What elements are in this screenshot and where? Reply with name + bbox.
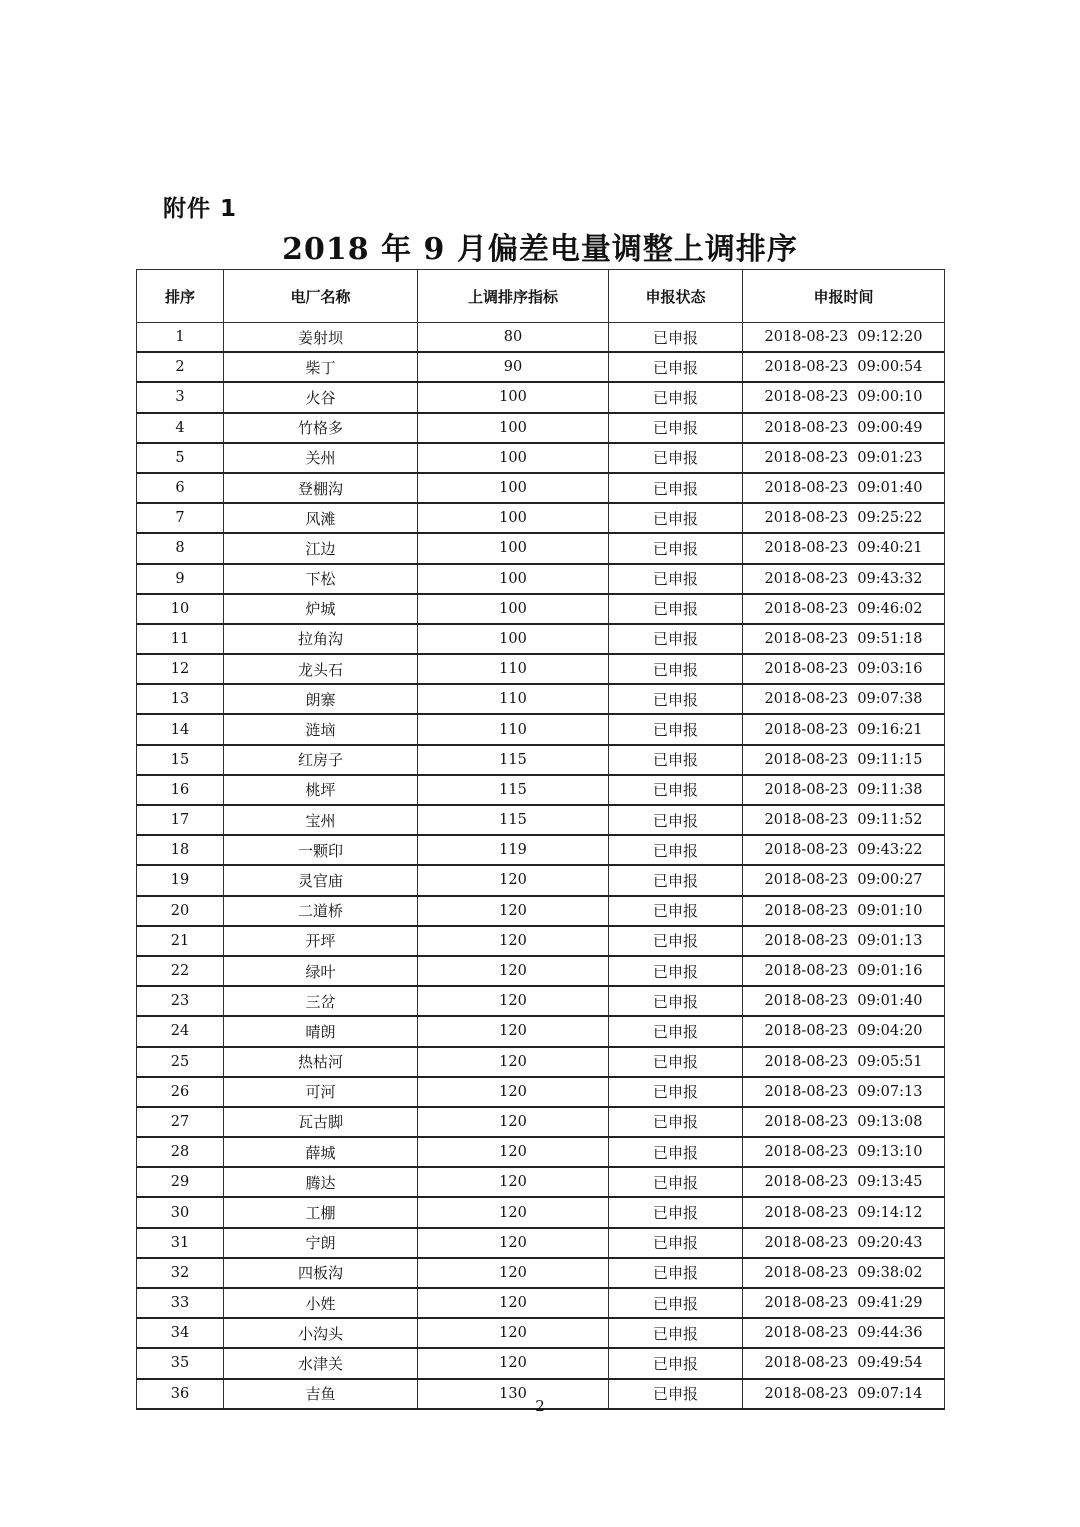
plant-name-cell: 灵官庙	[224, 865, 418, 895]
time-cell: 2018-08-23 09:49:54	[743, 1348, 945, 1378]
time-cell: 2018-08-23 09:11:15	[743, 745, 945, 775]
plant-name-cell: 朗寨	[224, 684, 418, 714]
status-cell: 已申报	[609, 684, 743, 714]
status-cell: 已申报	[609, 805, 743, 835]
plant-name-cell: 水津关	[224, 1348, 418, 1378]
time-cell: 2018-08-23 09:25:22	[743, 503, 945, 533]
time-cell: 2018-08-23 09:00:27	[743, 865, 945, 895]
status-cell: 已申报	[609, 382, 743, 412]
plant-name-cell: 四板沟	[224, 1258, 418, 1288]
time-cell: 2018-08-23 09:01:23	[743, 443, 945, 473]
index-cell: 80	[418, 323, 609, 353]
time-cell: 2018-08-23 09:12:20	[743, 323, 945, 353]
rank-cell: 7	[137, 503, 224, 533]
table-row	[137, 533, 945, 563]
time-cell: 2018-08-23 09:05:51	[743, 1047, 945, 1077]
status-cell: 已申报	[609, 896, 743, 926]
index-cell: 100	[418, 503, 609, 533]
table-row	[137, 684, 945, 714]
index-cell: 120	[418, 1228, 609, 1258]
plant-name-cell: 风滩	[224, 503, 418, 533]
rank-cell: 28	[137, 1137, 224, 1167]
status-cell: 已申报	[609, 624, 743, 654]
index-cell: 100	[418, 382, 609, 412]
time-cell: 2018-08-23 09:01:16	[743, 956, 945, 986]
status-cell: 已申报	[609, 956, 743, 986]
plant-name-cell: 可河	[224, 1077, 418, 1107]
index-cell: 120	[418, 896, 609, 926]
time-cell: 2018-08-23 09:00:10	[743, 382, 945, 412]
status-cell: 已申报	[609, 745, 743, 775]
index-cell: 120	[418, 1258, 609, 1288]
rank-cell: 10	[137, 594, 224, 624]
index-cell: 120	[418, 1077, 609, 1107]
rank-cell: 20	[137, 896, 224, 926]
index-cell: 100	[418, 533, 609, 563]
table-row	[137, 1016, 945, 1046]
status-cell: 已申报	[609, 1288, 743, 1318]
time-cell: 2018-08-23 09:41:29	[743, 1288, 945, 1318]
plant-name-cell: 三岔	[224, 986, 418, 1016]
index-cell: 120	[418, 1288, 609, 1318]
index-cell: 115	[418, 745, 609, 775]
table-row	[137, 1077, 945, 1107]
index-cell: 100	[418, 473, 609, 503]
rank-cell: 25	[137, 1047, 224, 1077]
time-cell: 2018-08-23 09:51:18	[743, 624, 945, 654]
plant-name-cell: 瓦古脚	[224, 1107, 418, 1137]
time-cell: 2018-08-23 09:13:08	[743, 1107, 945, 1137]
table-row	[137, 926, 945, 956]
rank-cell: 12	[137, 654, 224, 684]
page-number: 2	[535, 1397, 545, 1415]
plant-name-cell: 宝州	[224, 805, 418, 835]
index-cell: 120	[418, 1016, 609, 1046]
rank-cell: 29	[137, 1167, 224, 1197]
time-cell: 2018-08-23 09:13:45	[743, 1167, 945, 1197]
index-cell: 120	[418, 1197, 609, 1227]
plant-name-cell: 关州	[224, 443, 418, 473]
rank-cell: 6	[137, 473, 224, 503]
plant-name-cell: 开坪	[224, 926, 418, 956]
table-row	[137, 1318, 945, 1348]
document-title: 2018 年 9 月偏差电量调整上调排序	[282, 232, 798, 267]
plant-name-cell: 热枯河	[224, 1047, 418, 1077]
plant-name-cell: 柴丁	[224, 352, 418, 382]
plant-name-cell: 龙头石	[224, 654, 418, 684]
index-cell: 100	[418, 413, 609, 443]
index-cell: 130	[418, 1379, 609, 1409]
index-cell: 110	[418, 654, 609, 684]
index-cell: 120	[418, 1318, 609, 1348]
plant-name-cell: 江边	[224, 533, 418, 563]
table-row	[137, 1258, 945, 1288]
status-cell: 已申报	[609, 1047, 743, 1077]
rank-cell: 21	[137, 926, 224, 956]
plant-name-cell: 宁朗	[224, 1228, 418, 1258]
index-cell: 110	[418, 684, 609, 714]
status-cell: 已申报	[609, 443, 743, 473]
status-cell: 已申报	[609, 1348, 743, 1378]
rank-cell: 19	[137, 865, 224, 895]
index-cell: 119	[418, 835, 609, 865]
table-row	[137, 714, 945, 744]
table-row	[137, 1348, 945, 1378]
status-cell: 已申报	[609, 323, 743, 353]
table-row	[137, 382, 945, 412]
status-cell: 已申报	[609, 1318, 743, 1348]
time-cell: 2018-08-23 09:00:49	[743, 413, 945, 443]
rank-cell: 4	[137, 413, 224, 443]
time-cell: 2018-08-23 09:01:13	[743, 926, 945, 956]
rank-cell: 8	[137, 533, 224, 563]
status-cell: 已申报	[609, 986, 743, 1016]
rank-cell: 30	[137, 1197, 224, 1227]
rank-cell: 33	[137, 1288, 224, 1318]
index-cell: 90	[418, 352, 609, 382]
rank-cell: 26	[137, 1077, 224, 1107]
status-cell: 已申报	[609, 1167, 743, 1197]
index-cell: 120	[418, 1107, 609, 1137]
table-row	[137, 1137, 945, 1167]
rank-cell: 13	[137, 684, 224, 714]
index-cell: 120	[418, 865, 609, 895]
plant-name-cell: 涟垴	[224, 714, 418, 744]
index-cell: 115	[418, 775, 609, 805]
status-cell: 已申报	[609, 775, 743, 805]
table-row	[137, 1107, 945, 1137]
rank-cell: 9	[137, 564, 224, 594]
time-cell: 2018-08-23 09:13:10	[743, 1137, 945, 1167]
table-row	[137, 1288, 945, 1318]
time-cell: 2018-08-23 09:43:32	[743, 564, 945, 594]
status-cell: 已申报	[609, 564, 743, 594]
status-cell: 已申报	[609, 473, 743, 503]
table-header	[137, 270, 945, 323]
table-row	[137, 443, 945, 473]
time-cell: 2018-08-23 09:38:02	[743, 1258, 945, 1288]
rank-cell: 34	[137, 1318, 224, 1348]
table-row	[137, 473, 945, 503]
table-row	[137, 956, 945, 986]
status-cell: 已申报	[609, 1137, 743, 1167]
table-row	[137, 352, 945, 382]
index-cell: 120	[418, 1167, 609, 1197]
time-cell: 2018-08-23 09:04:20	[743, 1016, 945, 1046]
plant-name-cell: 晴朗	[224, 1016, 418, 1046]
status-cell: 已申报	[609, 714, 743, 744]
rank-cell: 1	[137, 323, 224, 353]
table-row	[137, 1228, 945, 1258]
plant-name-cell: 火谷	[224, 382, 418, 412]
header-row	[137, 270, 945, 323]
index-cell: 100	[418, 594, 609, 624]
time-cell: 2018-08-23 09:11:38	[743, 775, 945, 805]
index-cell: 120	[418, 926, 609, 956]
table-row	[137, 805, 945, 835]
plant-name-cell: 工棚	[224, 1197, 418, 1227]
plant-name-cell: 登棚沟	[224, 473, 418, 503]
plant-name-cell: 下松	[224, 564, 418, 594]
table-row	[137, 654, 945, 684]
time-cell: 2018-08-23 09:01:10	[743, 896, 945, 926]
status-cell: 已申报	[609, 1379, 743, 1409]
rank-cell: 16	[137, 775, 224, 805]
plant-name-cell: 薛城	[224, 1137, 418, 1167]
time-cell: 2018-08-23 09:20:43	[743, 1228, 945, 1258]
column-header-status: 申报状态	[609, 270, 743, 323]
plant-name-cell: 桃坪	[224, 775, 418, 805]
column-header-rank: 排序	[137, 270, 224, 323]
plant-name-cell: 小姓	[224, 1288, 418, 1318]
time-cell: 2018-08-23 09:16:21	[743, 714, 945, 744]
index-cell: 100	[418, 564, 609, 594]
rank-cell: 17	[137, 805, 224, 835]
rank-cell: 23	[137, 986, 224, 1016]
table-row	[137, 835, 945, 865]
rank-cell: 32	[137, 1258, 224, 1288]
table-row	[137, 775, 945, 805]
plant-name-cell: 姜射坝	[224, 323, 418, 353]
time-cell: 2018-08-23 09:11:52	[743, 805, 945, 835]
table-row	[137, 986, 945, 1016]
rank-cell: 2	[137, 352, 224, 382]
status-cell: 已申报	[609, 654, 743, 684]
rank-cell: 11	[137, 624, 224, 654]
status-cell: 已申报	[609, 533, 743, 563]
time-cell: 2018-08-23 09:07:14	[743, 1379, 945, 1409]
table-row	[137, 624, 945, 654]
rank-cell: 31	[137, 1228, 224, 1258]
status-cell: 已申报	[609, 352, 743, 382]
column-header-plant-name: 电厂名称	[224, 270, 418, 323]
status-cell: 已申报	[609, 1197, 743, 1227]
time-cell: 2018-08-23 09:01:40	[743, 986, 945, 1016]
table-row	[137, 865, 945, 895]
index-cell: 120	[418, 956, 609, 986]
rank-cell: 14	[137, 714, 224, 744]
rank-cell: 3	[137, 382, 224, 412]
rank-cell: 22	[137, 956, 224, 986]
time-cell: 2018-08-23 09:14:12	[743, 1197, 945, 1227]
status-cell: 已申报	[609, 594, 743, 624]
rank-cell: 35	[137, 1348, 224, 1378]
status-cell: 已申报	[609, 1228, 743, 1258]
table-row	[137, 896, 945, 926]
time-cell: 2018-08-23 09:03:16	[743, 654, 945, 684]
status-cell: 已申报	[609, 1016, 743, 1046]
rank-cell: 24	[137, 1016, 224, 1046]
plant-name-cell: 炉城	[224, 594, 418, 624]
status-cell: 已申报	[609, 1258, 743, 1288]
plant-name-cell: 竹格多	[224, 413, 418, 443]
status-cell: 已申报	[609, 865, 743, 895]
status-cell: 已申报	[609, 926, 743, 956]
column-header-time: 申报时间	[743, 270, 945, 323]
table-row	[137, 1047, 945, 1077]
table-row	[137, 323, 945, 353]
index-cell: 100	[418, 443, 609, 473]
rank-cell: 18	[137, 835, 224, 865]
status-cell: 已申报	[609, 1107, 743, 1137]
time-cell: 2018-08-23 09:07:38	[743, 684, 945, 714]
table-row	[137, 594, 945, 624]
table-row	[137, 413, 945, 443]
column-header-index: 上调排序指标	[418, 270, 609, 323]
rank-cell: 5	[137, 443, 224, 473]
status-cell: 已申报	[609, 1077, 743, 1107]
status-cell: 已申报	[609, 835, 743, 865]
plant-name-cell: 绿叶	[224, 956, 418, 986]
plant-name-cell: 一颗印	[224, 835, 418, 865]
time-cell: 2018-08-23 09:40:21	[743, 533, 945, 563]
plant-name-cell: 吉鱼	[224, 1379, 418, 1409]
plant-name-cell: 红房子	[224, 745, 418, 775]
plant-name-cell: 拉角沟	[224, 624, 418, 654]
time-cell: 2018-08-23 09:01:40	[743, 473, 945, 503]
attachment-label: 附件 1	[163, 196, 238, 222]
index-cell: 120	[418, 986, 609, 1016]
table-row	[137, 1167, 945, 1197]
plant-name-cell: 小沟头	[224, 1318, 418, 1348]
rank-cell: 27	[137, 1107, 224, 1137]
table-body	[137, 323, 945, 1409]
index-cell: 120	[418, 1348, 609, 1378]
ranking-table	[136, 269, 945, 1410]
index-cell: 120	[418, 1047, 609, 1077]
rank-cell: 36	[137, 1379, 224, 1409]
time-cell: 2018-08-23 09:44:36	[743, 1318, 945, 1348]
plant-name-cell: 二道桥	[224, 896, 418, 926]
table-row	[137, 564, 945, 594]
status-cell: 已申报	[609, 413, 743, 443]
table-row	[137, 745, 945, 775]
rank-cell: 15	[137, 745, 224, 775]
plant-name-cell: 腾达	[224, 1167, 418, 1197]
time-cell: 2018-08-23 09:43:22	[743, 835, 945, 865]
time-cell: 2018-08-23 09:46:02	[743, 594, 945, 624]
index-cell: 100	[418, 624, 609, 654]
index-cell: 115	[418, 805, 609, 835]
status-cell: 已申报	[609, 503, 743, 533]
time-cell: 2018-08-23 09:07:13	[743, 1077, 945, 1107]
table-row	[137, 1197, 945, 1227]
index-cell: 120	[418, 1137, 609, 1167]
index-cell: 110	[418, 714, 609, 744]
time-cell: 2018-08-23 09:00:54	[743, 352, 945, 382]
table-row	[137, 503, 945, 533]
